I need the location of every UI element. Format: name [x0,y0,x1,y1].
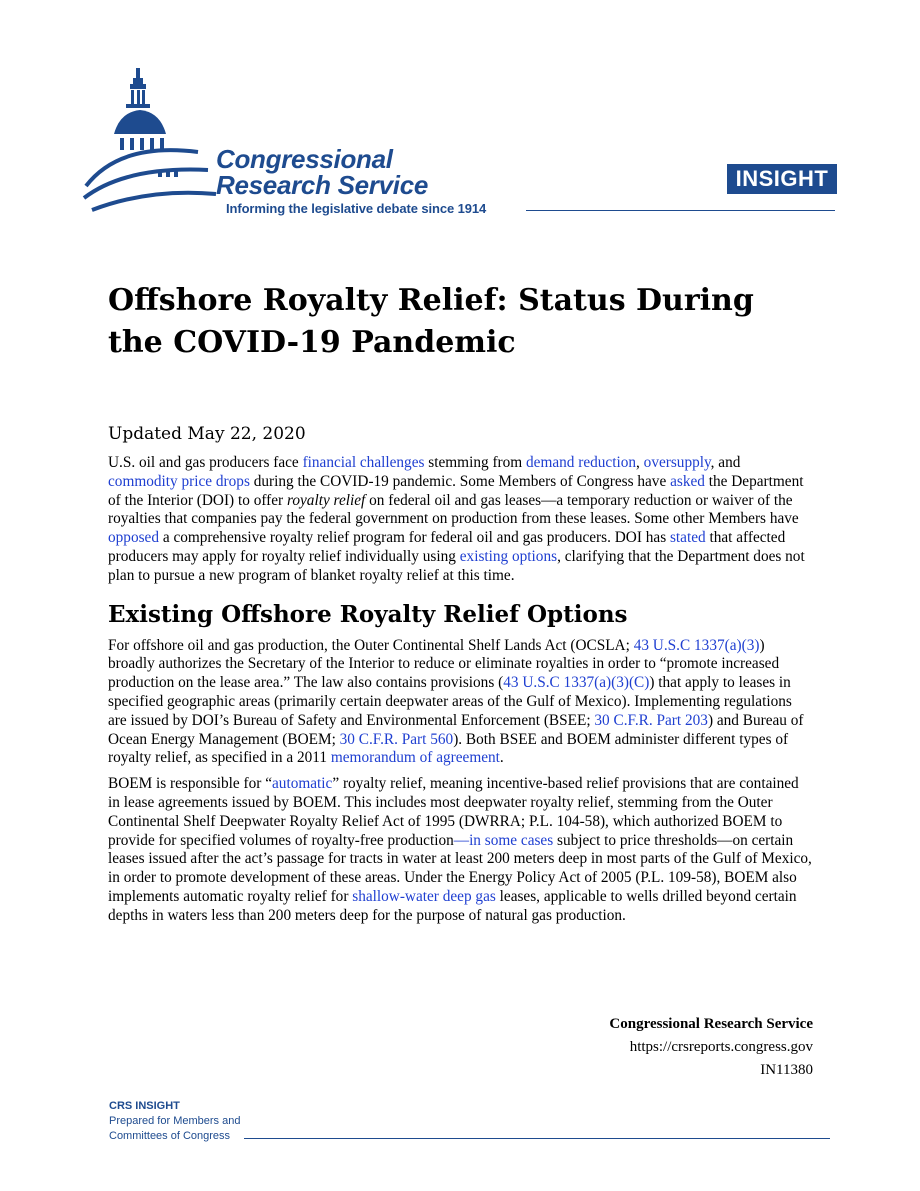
wordmark-line-1: Congressional [216,144,393,174]
wordmark-line-2: Research Service [216,170,429,200]
emphasis-royalty-relief: royalty relief [286,491,366,509]
boem-paragraph [108,775,813,925]
text: , clarifying that the Department does not plan to pursue a new program of blanket royalty relief at this time. [108,547,805,584]
footer-divider [244,1138,830,1139]
text: ). Both BSEE and BOEM administer different types of royalty relief, as specified in a 2011 [108,730,789,767]
text: on federal oil and gas leases—a temporary reduction or waiver of the royalties that companies pay the federal government on production from these leases. Some other Members have [108,491,799,528]
section-heading: Existing Offshore Royalty Relief Options [108,600,628,628]
footer-line-3: Committees of Congress [109,1130,231,1142]
page-footer [109,1099,240,1144]
link-30-cfr-part-203[interactable]: 30 C.F.R. Part 203 [594,711,708,729]
text: ) and Bureau of Ocean Energy Management (BOEM; [108,711,804,748]
crs-wordmark [216,146,428,198]
text: , [636,454,644,471]
text: that affected producers may apply for royalty relief individually using [108,529,786,565]
ocsla-paragraph [108,637,813,769]
link-43-usc-1337a3[interactable]: 43 U.S.C 1337(a)(3) [633,636,760,654]
signature-url: https://crsreports.congress.gov [629,1039,813,1055]
link-opposed[interactable]: opposed [108,529,159,547]
text: , and [710,454,741,471]
intro-paragraph [108,454,813,586]
link-commodity-price-drops[interactable]: commodity price drops [108,472,250,490]
link-30-cfr-part-560[interactable]: 30 C.F.R. Part 560 [339,730,454,748]
text: the Department of the Interior (DOI) to offer [108,472,804,509]
text: For offshore oil and gas production, the Outer Continental Shelf Lands Act (OCSLA; [108,636,634,654]
report-header [0,0,920,230]
text: ) broadly authorizes the Secretary of the Interior to reduce or eliminate royalties in order to “promote increased production on the lease area.” The law also contains provisions ( [108,636,780,692]
page-title: Offshore Royalty Relief: Status During the COVID-19 Pandemic [108,283,754,360]
link-automatic[interactable]: automatic [272,775,333,793]
insight-badge: INSIGHT [727,164,837,194]
link-existing-options[interactable]: existing options [459,547,558,565]
text: a comprehensive royalty relief program for federal oil and gas producers. DOI has [159,529,670,547]
link-stated[interactable]: stated [669,529,706,547]
signature-block [609,1013,813,1082]
capitol-dome-logo [80,66,220,216]
text: during the COVID-19 pandemic. Some Members of Congress have [249,472,671,490]
signature-org: Congressional Research Service [609,1016,813,1032]
text: BOEM is responsible for “ [108,775,272,793]
crs-tagline: Informing the legislative debate since 1914 [226,201,487,216]
text: ” royalty relief, meaning incentive-based relief provisions that are contained in lease agreements issued by BOEM. This includes most deepwater royalty relief, stemming from the Outer Continental Shelf Deepwater Royalty Relief Act of 1995 (DWRRA; P.L. 104-58), which authorized BOEM to provide for specified volumes of royalty-free production [108,775,799,849]
text: ) that apply to leases in specified geographic areas (primarily certain deepwater areas of the Gulf of Mexico). Implementing regulations are issued by DOI’s Bureau of Safety and Environmental Enforcement (BSEE; [108,674,792,729]
text: leases, applicable to wells drilled beyond certain depths in waters less than 200 meters deep for the purpose of natural gas production. [108,887,797,924]
link-shallow-water-deep-gas[interactable]: shallow-water deep gas [352,887,496,905]
link-memorandum-of-agreement[interactable]: memorandum of agreement [330,749,500,767]
tagline-divider [526,210,835,211]
link-oversupply[interactable]: oversupply [643,454,711,471]
product-id: IN11380 [760,1062,813,1078]
text: subject to price thresholds—on certain leases issued after the act’s passage for tracts in water at least 200 meters deep in most parts of the Gulf of Mexico, in order to promote development of these areas. Under the Energy Policy Act of 2005 (P.L. 109-58), BOEM also implements automatic royalty relief for [108,831,812,905]
text: . [499,749,504,767]
text: stemming from [424,454,526,471]
text: U.S. oil and gas producers face [108,454,303,471]
report-body [108,280,813,933]
footer-line-2: Prepared for Members and [109,1115,241,1127]
link-demand-reduction[interactable]: demand reduction [526,454,637,471]
link-43-usc-1337a3c[interactable]: 43 U.S.C 1337(a)(3)(C) [503,674,650,692]
footer-label: CRS INSIGHT [109,1100,180,1112]
link-in-some-cases[interactable]: —in some cases [453,831,554,849]
updated-date: Updated May 22, 2020 [108,424,306,444]
link-asked[interactable]: asked [670,472,705,490]
link-financial-challenges[interactable]: financial challenges [302,454,425,471]
